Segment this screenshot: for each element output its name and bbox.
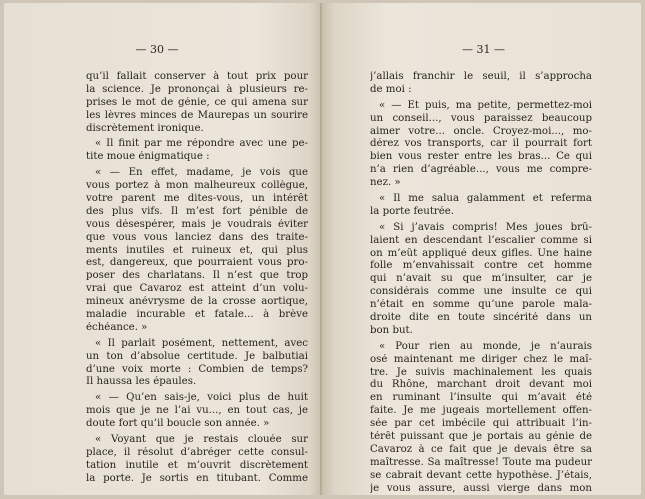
text-line: maîtresse. Sa maîtresse! Toute ma pudeur xyxy=(370,456,592,468)
text-line: un ton d’absolue certitude. Je balbutiai xyxy=(86,350,308,362)
text-line: la science. Je prononçai à plusieurs re- xyxy=(86,83,308,95)
text-line: échéance. » xyxy=(86,321,148,333)
text-line: je vous assure, aussi vierge dans mon xyxy=(370,482,592,494)
page-text xyxy=(86,71,308,486)
text-line: prises le mot de génie, ce qui amena sur xyxy=(86,96,308,108)
text-line: droite dite en toute sincérité dans un xyxy=(370,312,592,324)
page-text xyxy=(370,71,592,495)
text-line: est, dangereux, que pourraient vous pro- xyxy=(86,257,308,269)
text-line: « — Qu’en sais-je, voici plus de huit xyxy=(95,392,308,404)
text-line: « Il finit par me répondre avec une pe- xyxy=(95,138,308,150)
text-line: d’une voix morte : Combien de temps? xyxy=(86,363,308,375)
text-line: j’allais franchir le seuil, il s’approcha xyxy=(370,71,592,82)
text-line: la porte feutrée. xyxy=(370,205,455,217)
text-line: ments inutiles et ruineux et, qui plus xyxy=(86,244,308,256)
text-line: n’a rien d’agréable..., vous me compre- xyxy=(370,164,592,176)
left-page xyxy=(4,3,322,495)
text-line: se cabrait devant cette hypothèse. J’étais, xyxy=(370,469,592,481)
text-line: n’était en somme qu’une parole mala- xyxy=(370,299,592,311)
text-line: vous désespérer, mais je voudrais éviter xyxy=(86,218,308,230)
text-line: tre. Je suivis machinalement les quais xyxy=(370,366,592,378)
text-line: « Il me salua galamment et referma xyxy=(379,193,592,205)
text-line: aimer votre... oncle. Croyez-moi..., mo- xyxy=(370,125,592,137)
text-line: les lèvres minces de Maurepas un sourire xyxy=(86,109,308,121)
text-line: sée par cet imbécile qui attribuait l’in- xyxy=(370,418,592,430)
text-line: votre parent me dites-vous, un intérêt xyxy=(86,193,308,205)
text-line: de moi : xyxy=(370,83,412,95)
text-line: tation inutile et m’ouvrit discrètement xyxy=(86,459,308,471)
text-line: « — En effet, madame, je vois que xyxy=(95,167,308,179)
text-line: Il haussa les épaules. xyxy=(86,376,197,388)
text-line: dérez vos transports, car il pourrait fort xyxy=(370,138,592,150)
text-line: place, il résolut d’abréger cette consul- xyxy=(86,446,308,458)
right-page xyxy=(322,3,641,495)
text-line: des plus vifs. Il m’est fort pénible de xyxy=(86,205,308,217)
text-line: « — Et puis, ma petite, permettez-moi xyxy=(379,99,592,111)
text-line: tite moue énigmatique : xyxy=(86,151,210,163)
text-line: folle m’envahissait contre cet homme xyxy=(370,260,592,272)
text-line: du Rhône, marchant droit devant moi xyxy=(370,379,592,391)
text-line: « Si j’avais compris! Mes joues brû- xyxy=(379,221,592,233)
text-line: nez. » xyxy=(370,177,401,189)
text-line: « Voyant que je restais clouée sur xyxy=(95,434,308,446)
text-line: la porte. Je sortis en titubant. Comme xyxy=(86,472,308,484)
text-line: térêt puissant que je portais au génie de xyxy=(370,431,592,443)
text-line: doute fort qu’il boucle son année. » xyxy=(86,418,270,430)
text-line: considérais comme une insulte ce qui xyxy=(370,286,592,298)
text-line: mois que je ne l’ai vu..., en tout cas, je xyxy=(86,405,308,417)
text-line: Cavaroz à ce fait que je devais être sa xyxy=(370,443,592,455)
text-line: qui n’avait su que m’insulter, car je xyxy=(370,273,592,285)
text-line: mineux anévrysme de la crosse aortique, xyxy=(86,296,308,308)
text-line: poser des charlatans. Il n’est que trop xyxy=(86,270,308,282)
text-line: on m’eût appliqué deux gifles. Une haine xyxy=(370,247,592,259)
text-line: vrai que Cavaroz est atteint d’un volu- xyxy=(86,283,308,295)
text-line: bien vous rester entre les bras... Ce qui xyxy=(370,151,592,163)
text-line: « Pour rien au monde, je n’aurais xyxy=(379,340,592,352)
text-line: en ruminant l’insulte qui m’avait été xyxy=(370,392,592,404)
text-line: qu’il fallait conserver à tout prix pour xyxy=(86,71,308,82)
text-line: osé maintenant me diriger chez le maî- xyxy=(370,353,592,365)
text-line: bon but. xyxy=(370,324,413,336)
page-number: — 31 — xyxy=(462,43,505,56)
text-line: vous portez à mon malheureux collègue, xyxy=(86,180,308,192)
text-line: « Il parlait posément, nettement, avec xyxy=(95,337,308,349)
text-line: laient en descendant l’escalier comme si xyxy=(370,234,592,246)
text-line: que vous vous lanciez dans des traite- xyxy=(86,231,308,243)
page-number: — 30 — xyxy=(135,43,179,56)
text-line: discrètement ironique. xyxy=(86,122,204,134)
text-line: faite. Je me jugeais mortellement offen- xyxy=(370,405,592,417)
text-line: maladie incurable et fatale... à brève xyxy=(86,309,308,321)
text-line: un conseil..., vous paraissez beaucoup xyxy=(370,112,592,124)
